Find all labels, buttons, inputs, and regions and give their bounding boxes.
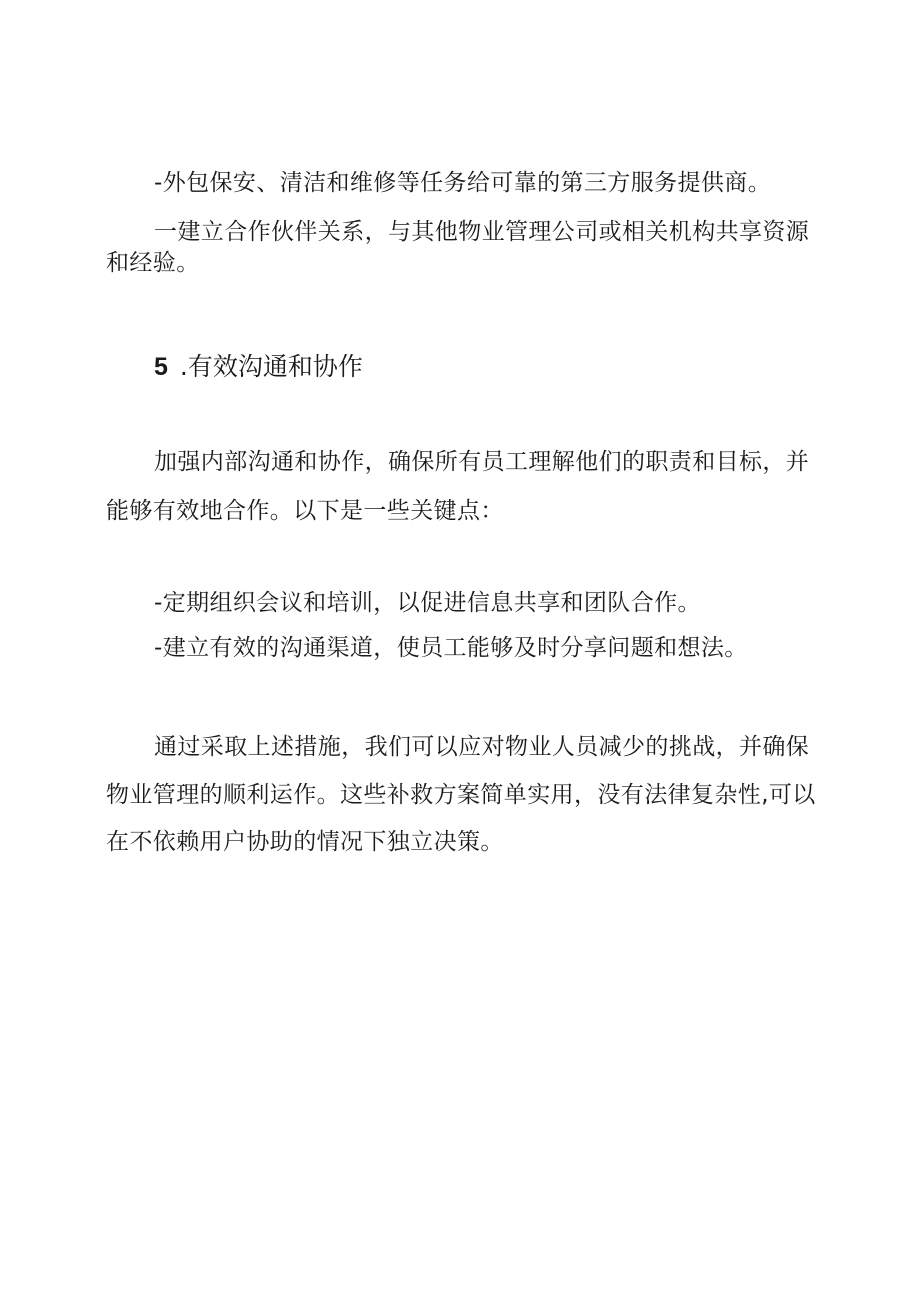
intro-paragraph-line1: 加强内部沟通和协作，确保所有员工理解他们的职责和目标，并	[154, 449, 810, 475]
conclusion-line2: 物业管理的顺利运作。这些补救方案简单实用，没有法律复杂性,可以	[106, 782, 816, 808]
bullet-meetings: -定期组织会议和培训，以促进信息共享和团队合作。	[154, 590, 701, 616]
bullet-partnership-line2: 和经验。	[106, 250, 200, 276]
intro-paragraph-line2: 能够有效地合作。以下是一些关键点：	[106, 498, 504, 524]
bullet-partnership-line1: 一建立合作伙伴关系，与其他物业管理公司或相关机构共享资源	[154, 219, 810, 245]
section-5-heading	[154, 350, 363, 384]
section-number: 5	[154, 353, 168, 381]
bullet-outsourcing: -外包保安、清洁和维修等任务给可靠的第三方服务提供商。	[154, 170, 772, 196]
bullet-channels: -建立有效的沟通渠道，使员工能够及时分享问题和想法。	[154, 635, 748, 661]
conclusion-line1: 通过采取上述措施，我们可以应对物业人员减少的挑战，并确保	[154, 734, 810, 760]
conclusion-line3: 在不依赖用户协助的情况下独立决策。	[106, 829, 504, 855]
section-title: .有效沟通和协作	[179, 352, 363, 381]
